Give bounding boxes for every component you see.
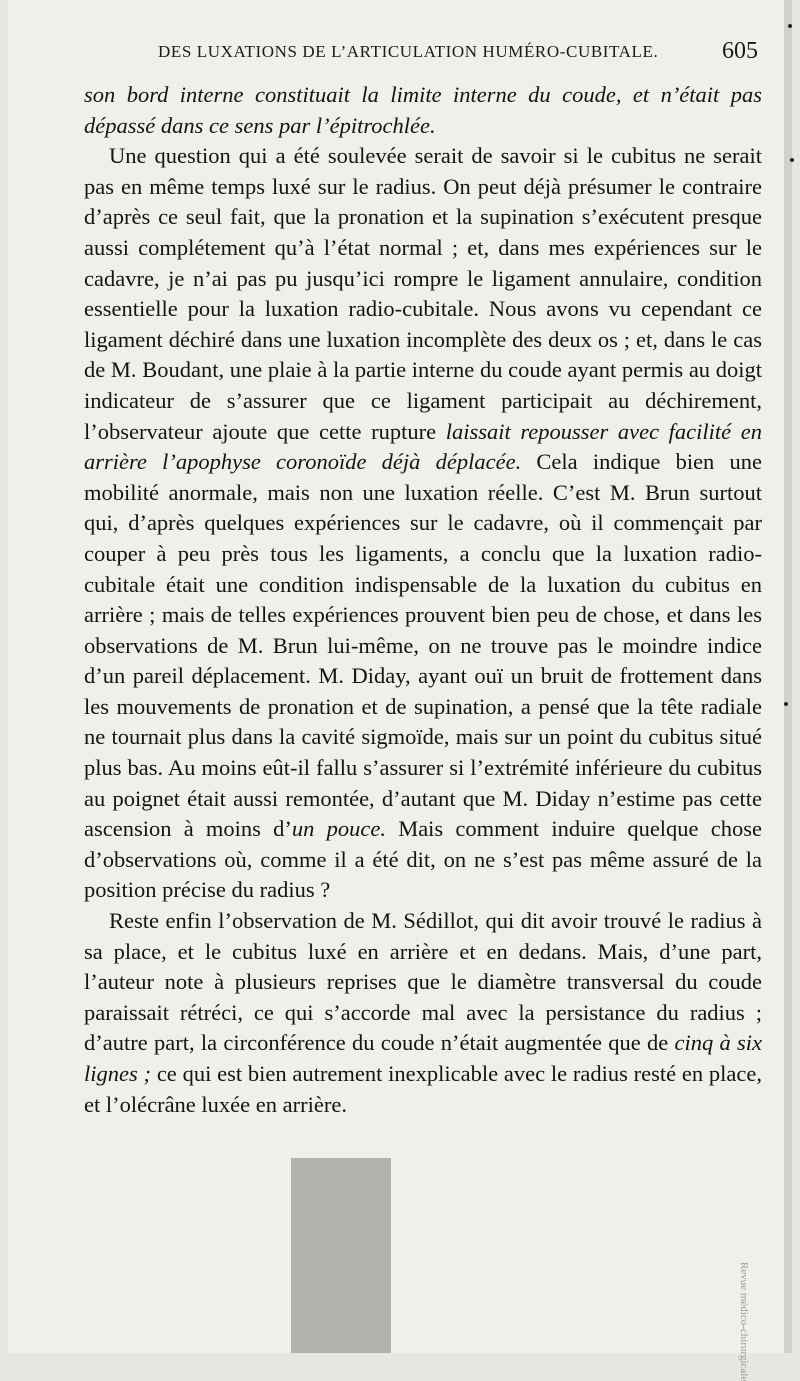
text-run: Une question qui a été soulevée serait de savoir si le cubitus ne serait pas en même temps luxé sur le radius. On peut déjà présumer le contraire d’après ce seul fait, que la pronation et la supination s’exécutent presque aussi complétement qu’à l’état normal ; et, dans mes expériences sur le cadavre, je n’ai pas pu jusqu’ici rompre le ligament annulaire, condition essentielle pour la luxation radio-cubitale. Nous avons vu cependant ce ligament déchiré dans une luxation incomplète des deux os ; et, dans le cas de M. Boudant, une plaie à la partie interne du coude ayant permis au doigt indicateur de s’assurer que ce ligament participait au déchirement, l’observateur ajoute que cette rupture	[84, 143, 762, 444]
paper-stain	[291, 1158, 391, 1353]
paragraph-cubitus-question	[84, 141, 762, 906]
body-text	[84, 80, 762, 1120]
paragraph-sedillot	[84, 906, 762, 1120]
running-head: DES LUXATIONS DE L’ARTICULATION HUMÉRO-CUBITALE.	[158, 42, 659, 61]
text-run: son bord interne constituait la limite interne du coude, et n’était pas dépassé dans ce sens par l’épitrochlée.	[84, 82, 762, 138]
text-run: Reste enfin l’observation de M. Sédillot, qui dit avoir trouvé le radius à sa place, et le cubitus luxé en arrière et en dedans. Mais, d’une part, l’auteur note à plusieurs reprises que le diamètre transversal du coude paraissait rétréci, ce qui s’accorde mal avec la persistance du radius ; d’autre part, la circonférence du coude n’était augmentée que de	[84, 908, 762, 1056]
ink-speck	[790, 158, 794, 162]
page-header	[158, 38, 758, 68]
book-page	[8, 0, 792, 1381]
page-edge-shadow	[784, 0, 792, 1353]
ink-speck	[788, 24, 792, 28]
bleed-through-text: Revue médico-chirurgicale	[738, 1262, 750, 1381]
ink-speck	[784, 702, 788, 706]
paragraph-continuation	[84, 80, 762, 141]
italic-quote: laissait repousser avec facilité en arrière l’apophyse coronoïde déjà déplacée.	[84, 418, 763, 475]
text-run: Mais comment induire quelque chose d’observations où, comme il a été dit, on ne s’est pas même assuré de la position précise du radius ?	[84, 816, 762, 903]
italic-measure: un pouce.	[291, 816, 386, 842]
text-run: ce qui est bien autrement inexplicable avec le radius resté en place, et l’olécrâne luxée en arrière.	[84, 1061, 762, 1117]
text-run: Cela indique bien une mobilité anormale, mais non une luxation réelle. C’est M. Brun surtout qui, d’après quelques expériences sur le cadavre, où il commençait par couper à peu près tous les ligaments, a conclu que la luxation radio-cubitale était une condition indispensable de la luxation du cubitus en arrière ; mais de telles expériences prouvent bien peu de chose, et dans les observations de M. Brun lui-même, on ne trouve pas le moindre indice d’un pareil déplacement. M. Diday, ayant ouï un bruit de frottement dans les mouvements de pronation et de supination, a pensé que la tête radiale ne tournait plus dans la cavité sigmoïde, mais sur un point du cubitus situé plus bas. Au moins eût-il fallu s’assurer si l’extrémité inférieure du cubitus au poignet était aussi remontée, d’autant que M. Diday n’estime pas cette ascension à moins d’	[84, 449, 762, 842]
page-number: 605	[722, 38, 758, 64]
italic-measure: cinq à six lignes ;	[84, 1030, 762, 1086]
